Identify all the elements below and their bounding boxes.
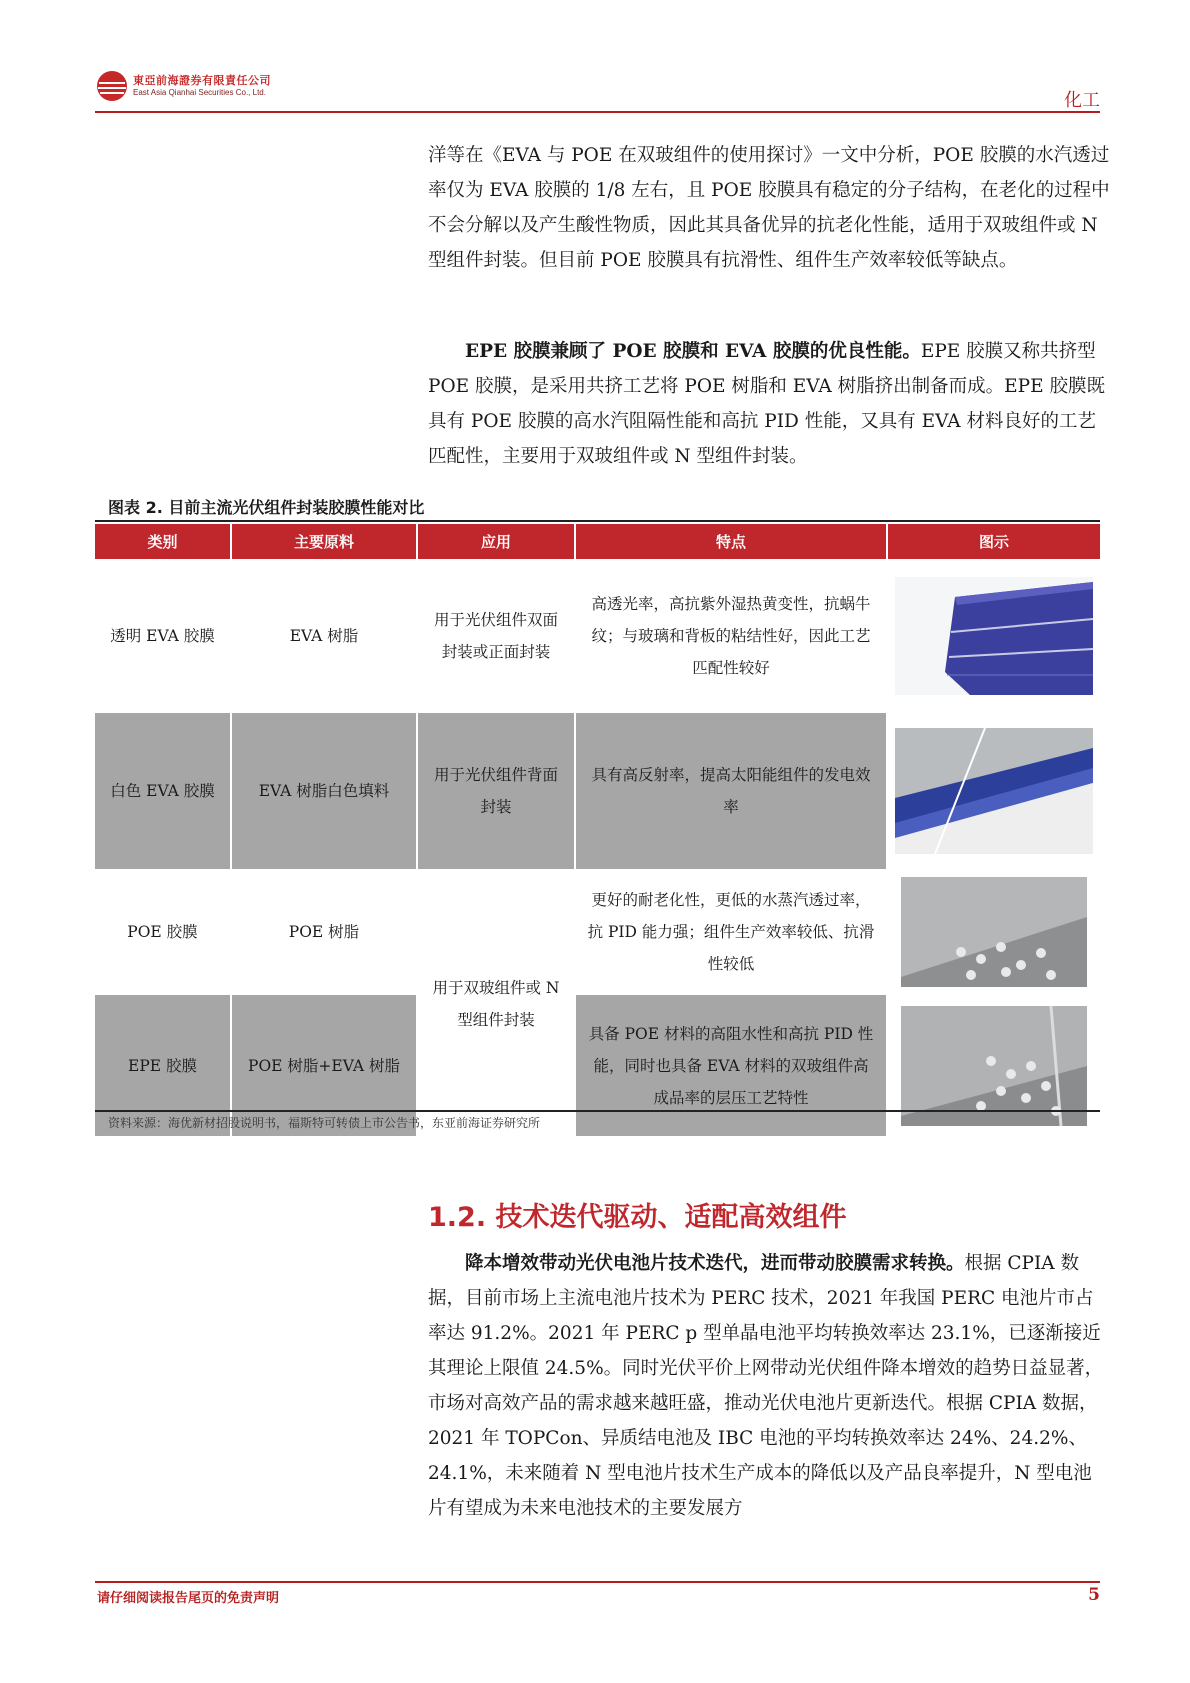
epe-paragraph bbox=[428, 334, 1110, 474]
table-row bbox=[95, 560, 1100, 712]
cell-category: POE 胶膜 bbox=[95, 870, 231, 994]
cell-category: 透明 EVA 胶膜 bbox=[95, 560, 231, 712]
disclaimer-note: 请仔细阅读报告尾页的免责声明 bbox=[97, 1591, 280, 1606]
intro-paragraph: 洋等在《EVA 与 POE 在双玻组件的使用探讨》一文中分析，POE 胶膜的水汽透过率仅为 EVA 胶膜的 1/8 左右，且 POE 胶膜具有稳定的分子结构，在老化的过程中不会分解以及产生酸性物质，因此其具备优异的抗老化性能，适用于双玻组件或 N 型组件封装。但目前 POE 胶膜具有抗滑性、组件生产效率较低等缺点。 bbox=[428, 145, 1110, 271]
cell-image bbox=[887, 994, 1100, 1136]
cell-application: 用于光伏组件背面封装 bbox=[417, 712, 575, 870]
figure-top-rule bbox=[95, 520, 1100, 522]
epe-film-photo bbox=[901, 1006, 1087, 1126]
epe-paragraph-body: EPE 胶膜又称共挤型 POE 胶膜，是采用共挤工艺将 POE 树脂和 EVA 树脂挤出制备而成。EPE 胶膜既具有 POE 胶膜的高水汽阻隔性能和高抗 PID 性能，又具有 EVA 材料良好的工艺匹配性，主要用于双玻组件或 N 型组件封装。 bbox=[428, 341, 1105, 467]
header-material: 主要原料 bbox=[231, 524, 417, 560]
cell-category: EPE 胶膜 bbox=[95, 994, 231, 1136]
comparison-table bbox=[95, 524, 1100, 1136]
poe-film-photo bbox=[901, 877, 1087, 987]
white-eva-photo bbox=[895, 728, 1093, 854]
header-application: 应用 bbox=[417, 524, 575, 560]
cell-image bbox=[887, 870, 1100, 994]
cell-features: 具有高反射率，提高太阳能组件的发电效率 bbox=[575, 712, 887, 870]
cell-application: 用于双玻组件或 N 型组件封装 bbox=[417, 870, 575, 1136]
figure-title: 图表 2. 目前主流光伏组件封装胶膜性能对比 bbox=[108, 498, 425, 517]
section-tag: 化工 bbox=[1064, 90, 1100, 111]
epe-paragraph-lead: EPE 胶膜兼顾了 POE 胶膜和 EVA 胶膜的优良性能。 bbox=[465, 341, 921, 362]
header-category: 类别 bbox=[95, 524, 231, 560]
table-row bbox=[95, 712, 1100, 870]
cell-material: EVA 树脂白色填料 bbox=[231, 712, 417, 870]
page-number: 5 bbox=[1088, 1585, 1100, 1605]
cell-features: 更好的耐老化性，更低的水蒸汽透过率，抗 PID 能力强；组件生产效率较低、抗滑性较低 bbox=[575, 870, 887, 994]
solar-cell-photo bbox=[895, 577, 1093, 695]
cell-features: 具备 POE 材料的高阻水性和高抗 PID 性能，同时也具备 EVA 材料的双玻组件高成品率的层压工艺特性 bbox=[575, 994, 887, 1136]
table-row bbox=[95, 870, 1100, 994]
cell-material: EVA 树脂 bbox=[231, 560, 417, 712]
table-header-row bbox=[95, 524, 1100, 560]
company-logo-icon bbox=[95, 69, 129, 103]
company-name-cn: 東亞前海證券有限責任公司 bbox=[133, 74, 271, 87]
cell-features: 高透光率，高抗紫外湿热黄变性，抗蜗牛纹；与玻璃和背板的粘结性好，因此工艺匹配性较好 bbox=[575, 560, 887, 712]
section-heading: 1.2. 技术迭代驱动、适配高效组件 bbox=[428, 1202, 847, 1233]
cell-application: 用于光伏组件双面封装或正面封装 bbox=[417, 560, 575, 712]
cell-image bbox=[887, 712, 1100, 870]
footer-divider bbox=[95, 1581, 1100, 1583]
header-features: 特点 bbox=[575, 524, 887, 560]
section-paragraph-lead: 降本增效带动光伏电池片技术迭代，进而带动胶膜需求转换。 bbox=[465, 1253, 965, 1274]
figure-bottom-rule bbox=[95, 1110, 1100, 1112]
section-paragraph bbox=[428, 1246, 1110, 1526]
cell-category: 白色 EVA 胶膜 bbox=[95, 712, 231, 870]
cell-image bbox=[887, 560, 1100, 712]
page-header bbox=[95, 66, 1100, 114]
figure-source: 资料来源：海优新材招股说明书，福斯特可转债上市公告书，东亚前海证券研究所 bbox=[108, 1116, 541, 1130]
company-name-en: East Asia Qianhai Securities Co., Ltd. bbox=[133, 88, 266, 97]
cell-material: POE 树脂+EVA 树脂 bbox=[231, 994, 417, 1136]
cell-material: POE 树脂 bbox=[231, 870, 417, 994]
header-image: 图示 bbox=[887, 524, 1100, 560]
section-paragraph-body: 根据 CPIA 数据，目前市场上主流电池片技术为 PERC 技术，2021 年我国 PERC 电池片市占率达 91.2%。2021 年 PERC p 型单晶电池平均转换效率达 23.1%，已逐渐接近其理论上限值 24.5%。同时光伏平价上网带动光伏组件降本增效的趋势日益显著，市场对高效产品的需求越来越旺盛，推动光伏电池片更新迭代。根据 CPIA 数据，2021 年 TOPCon、异质结电池及 IBC 电池的平均转换效率达 24%、24.2%、24.1%，未来随着 N 型电池片技术生产成本的降低以及产品良率提升，N 型电池片有望成为未来电池技术的主要发展方 bbox=[428, 1253, 1104, 1519]
header-divider bbox=[95, 111, 1100, 113]
